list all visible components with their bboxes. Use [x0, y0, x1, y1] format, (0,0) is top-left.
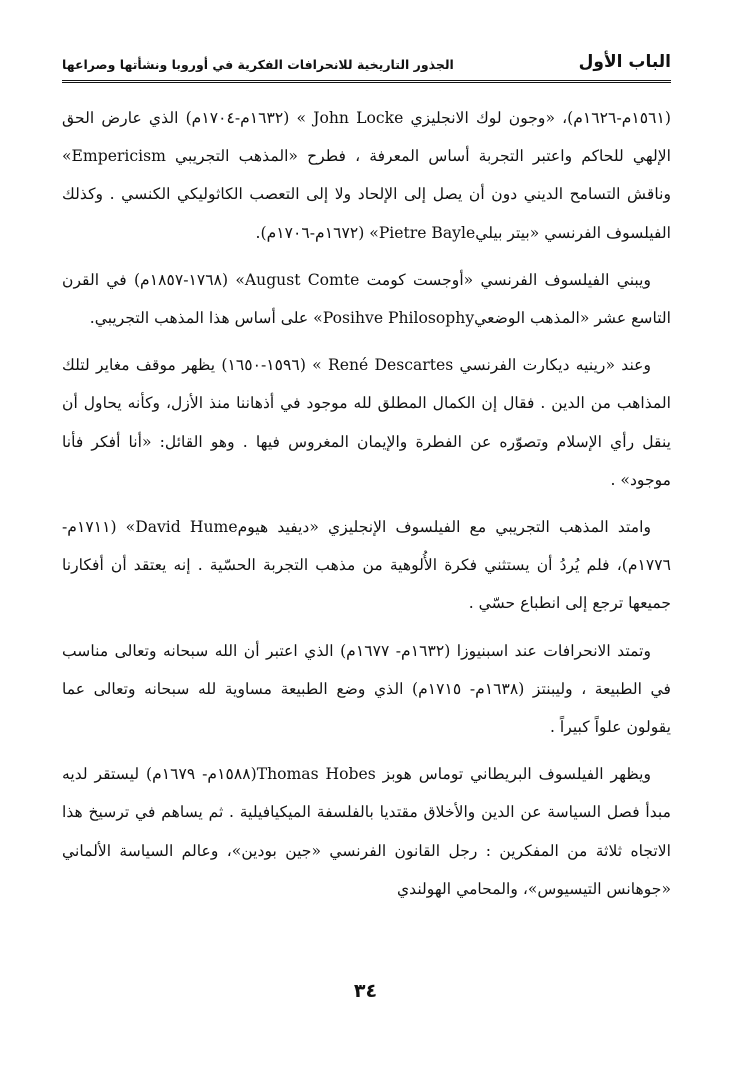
book-title: الجذور التاريخية للانحرافات الفكرية في أوروبا ونشأتها وصراعها — [62, 57, 454, 72]
paragraph-hume: وامتد المذهب التجريبي مع الفيلسوف الإنجليزي «ديفيد هيومDavid Hume» (١٧١١م- ١٧٧٦م)، فلم يُردُ أن يستثني فكرة الأُلوهية من مذهب التجربة الحسّية . إنه يعتقد أن أفكارنا جميعها ترجع إلى انطباع حسّي . — [62, 518, 671, 613]
paragraph-spinoza: وتمتد الانحرافات عند اسبنيوزا (١٦٣٢م- ١٦٧٧م) الذي اعتبر أن الله سبحانه وتعالى مناسب في الطبيعة ، وليبنتز (١٦٣٨م- ١٧١٥م) الذي وضع الطبيعة مساوية لله سبحانه وتعالى عما يقولون علواً كبيراً . — [62, 641, 671, 737]
paragraph-locke: (١٥٦١م-١٦٢٦م)، «وجون لوك الانجليزي John Locke » (١٦٣٢م-١٧٠٤م) الذي عارض الحق الإلهي للحاكم واعتبر التجربة أساس المعرفة ، فطرح «المذهب التجريبي Empericism» وناقش التسامح الديني دون أن يصل إلى الإلحاد ولا إلى التعصب الكاثوليكي الكنسي . وكذلك الفيلسوف الفرنسي «بيتر بيليPietre Bayle» (١٦٧٢م-١٧٠٦م). — [62, 109, 671, 242]
paragraph-hobbes: ويظهر الفيلسوف البريطاني توماس هوبز Thomas Hobes(١٥٨٨م- ١٦٧٩م) ليستقر لديه مبدأ فصل السياسة عن الدين والأخلاق مقتديا بالفلسفة الميكيافيلية . ثم يساهم في ترسيخ هذا الاتجاه ثلاثة من المفكرين : رجل القانون الفرنسي «جين بودين»، وعالم السياسة الألماني «جوهانس التيسيوس»، والمحامي الهولندي — [62, 765, 671, 898]
running-header — [62, 38, 671, 83]
chapter-title: الباب الأول — [578, 52, 671, 72]
body-text — [62, 99, 671, 908]
page-number: ٣٤ — [353, 980, 378, 1002]
paragraph-descartes: وعند «رينيه ديكارت الفرنسي René Descartes » (١٥٩٦-١٦٥٠) يظهر موقف مغاير لتلك المذاهب من الدين . فقال إن الكمال المطلق لله موجود في أذهاننا منذ الأزل، وكأنه يحاول أن ينقل رأي الإسلام وتصوّره عن الفطرة والإيمان المغروس فيها . وهو القائل: «أنا أفكر فأنا موجود» . — [62, 356, 671, 489]
paragraph-comte: ويبني الفيلسوف الفرنسي «أوجست كومت August Comte» (١٧٦٨-١٨٥٧م) في القرن التاسع عشر «المذهب الوضعيPosihve Philosophy» على أساس هذا المذهب التجريبي. — [62, 270, 671, 328]
